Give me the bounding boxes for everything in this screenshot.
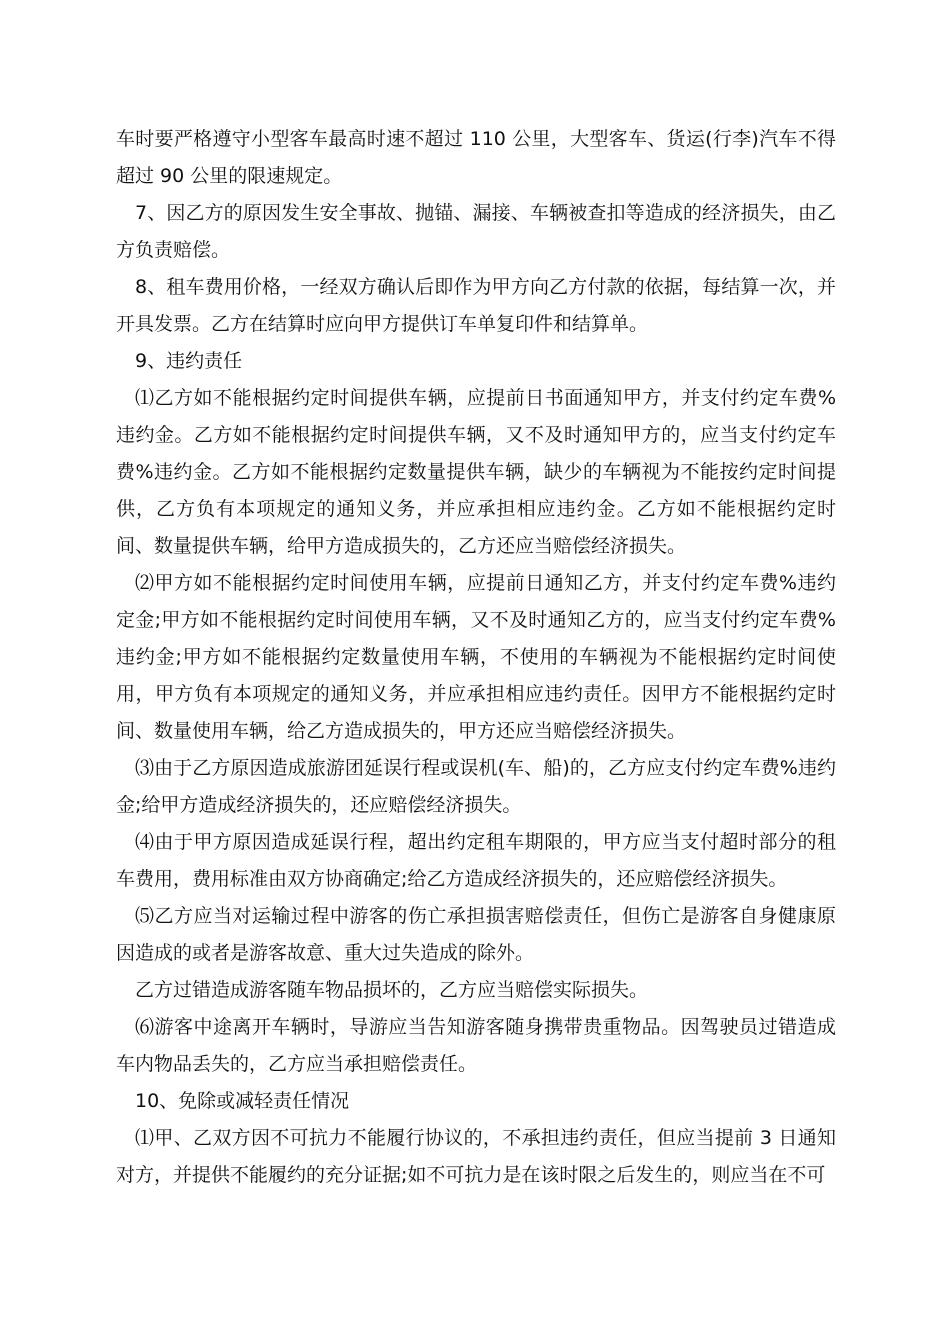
paragraph-clause-8: 8、租车费用价格，一经双方确认后即作为甲方向乙方付款的依据，每结算一次，并开具发票。乙方在结算时应向甲方提供订车单复印件和结算单。 xyxy=(116,276,836,335)
paragraph-clause-9-2: ⑵甲方如不能根据约定时间使用车辆，应提前日通知乙方，并支付约定车费%违约定金;甲方如不能根据约定时间使用车辆，又不及时通知乙方的，应当支付约定车费%违约金;甲方如不能根据约定数量使用车辆，不使用的车辆视为不能根据约定时间使用，甲方负有本项规定的通知义务，并应承担相应违约责任。因甲方不能根据约定时间、数量使用车辆，给乙方造成损失的，甲方还应当赔偿经济损失。 xyxy=(116,572,836,742)
paragraph-clause-9-6: ⑹游客中途离开车辆时，导游应当告知游客随身携带贵重物品。因驾驶员过错造成车内物品丢失的，乙方应当承担赔偿责任。 xyxy=(116,1016,836,1075)
paragraph-clause-9-3: ⑶由于乙方原因造成旅游团延误行程或误机(车、船)的，乙方应支付约定车费%违约金;给甲方造成经济损失的，还应赔偿经济损失。 xyxy=(116,757,836,816)
paragraph-clause-9-4: ⑷由于甲方原因造成延误行程，超出约定租车期限的，甲方应当支付超时部分的租车费用，费用标准由双方协商确定;给乙方造成经济损失的，还应赔偿经济损失。 xyxy=(116,831,836,890)
paragraph-clause-10-1: ⑴甲、乙双方因不可抗力不能履行协议的，不承担违约责任，但应当提前 3 日通知对方，并提供不能履约的充分证据;如不可抗力是在该时限之后发生的，则应当在不可 xyxy=(116,1127,836,1186)
heading-clause-10: 10、免除或减轻责任情况 xyxy=(135,1090,350,1112)
paragraph-clause-7: 7、因乙方的原因发生安全事故、抛锚、漏接、车辆被查扣等造成的经济损失，由乙方负责赔偿。 xyxy=(116,202,836,261)
paragraph-speed-limit: 车时要严格遵守小型客车最高时速不超过 110 公里，大型客车、货运(行李)汽车不得超过 90 公里的限速规定。 xyxy=(116,128,836,187)
paragraph-clause-9-5-cont: 乙方过错造成游客随车物品损坏的，乙方应当赔偿实际损失。 xyxy=(135,979,649,1001)
heading-clause-9: 9、违约责任 xyxy=(135,350,243,372)
paragraph-clause-9-1: ⑴乙方如不能根据约定时间提供车辆，应提前日书面通知甲方，并支付约定车费%违约金。乙方如不能根据约定时间提供车辆，又不及时通知甲方的，应当支付约定车费%违约金。乙方如不能根据约定数量提供车辆，缺少的车辆视为不能按约定时间提供，乙方负有本项规定的通知义务，并应承担相应违约金。乙方如不能根据约定时间、数量提供车辆，给甲方造成损失的，乙方还应当赔偿经济损失。 xyxy=(116,387,836,557)
document-body xyxy=(116,121,836,1194)
paragraph-clause-9-5: ⑸乙方应当对运输过程中游客的伤亡承担损害赔偿责任，但伤亡是游客自身健康原因造成的或者是游客故意、重大过失造成的除外。 xyxy=(116,905,836,964)
